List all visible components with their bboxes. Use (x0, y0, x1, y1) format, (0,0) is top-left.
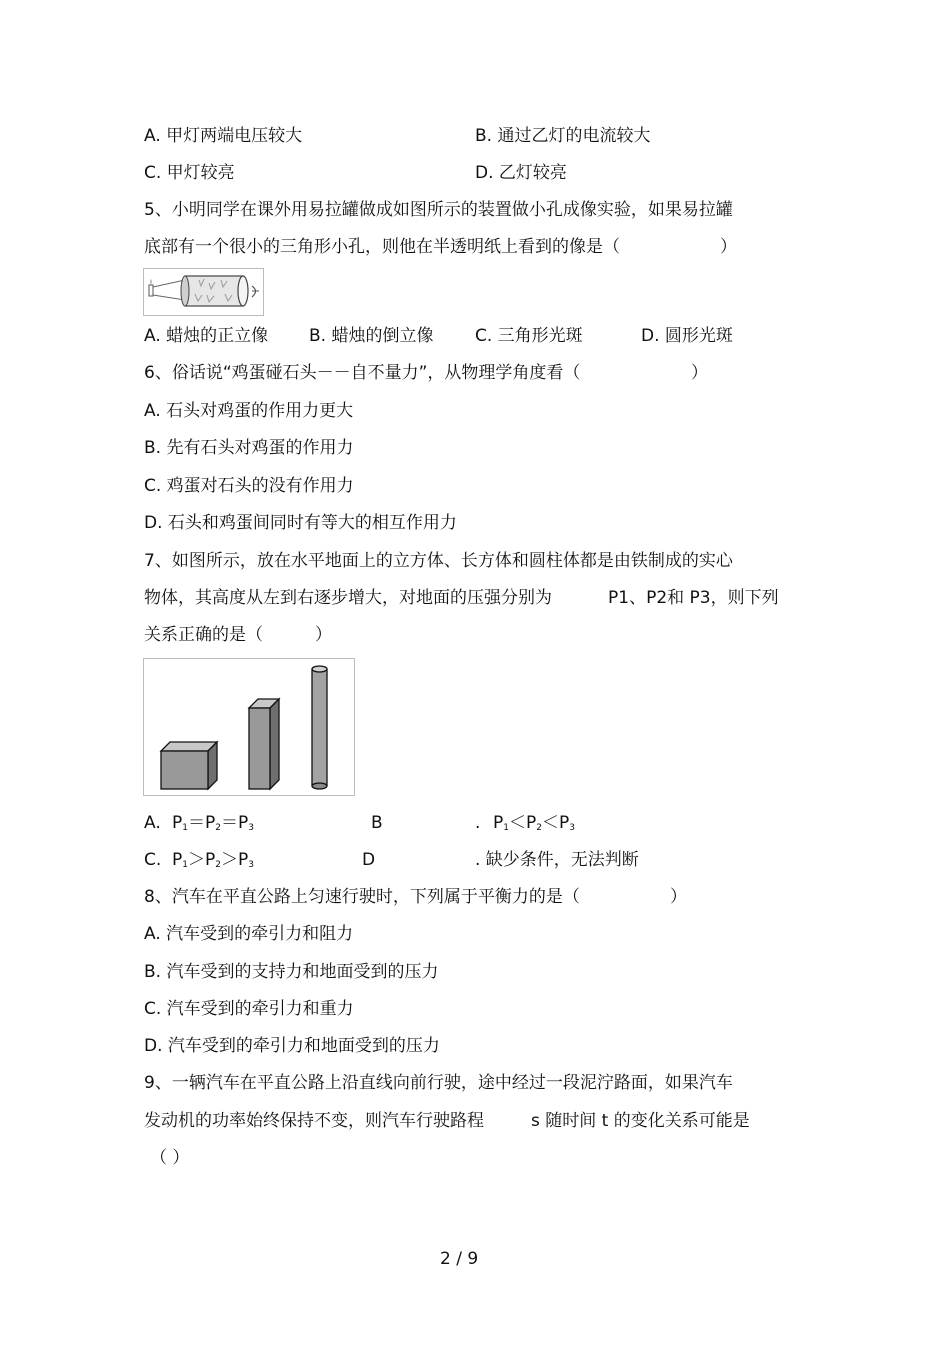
q9-stem-line3: （ ） (150, 1148, 190, 1168)
q7-option-b-dot: . (475, 813, 481, 833)
q6-option-c: C. 鸡蛋对石头的没有作用力 (144, 476, 354, 496)
q7-option-b-expr: $P_1<P_2<P_3$ (493, 813, 575, 833)
q9-stem-line1: 9、一辆汽车在平直公路上沿直线向前行驶，途中经过一段泥泞路面，如果汽车 (144, 1073, 733, 1093)
q6-option-b: B. 先有石头对鸡蛋的作用力 (144, 438, 354, 458)
q5-stem-line1: 5、小明同学在课外用易拉罐做成如图所示的装置做小孔成像实验，如果易拉罐 (144, 200, 733, 220)
q7-option-c-expr: $P_1>P_2>P_3$ (172, 850, 254, 870)
q5-option-c: C. 三角形光斑 (475, 326, 583, 346)
q7-stem-line1: 7、如图所示，放在水平地面上的立方体、长方体和圆柱体都是由铁制成的实心 (144, 551, 733, 571)
q6-option-d: D. 石头和鸡蛋间同时有等大的相互作用力 (144, 513, 457, 533)
q6-stem-paren-close: ） (691, 363, 708, 383)
q9-stem-line2a: 发动机的功率始终保持不变，则汽车行驶路程 (144, 1111, 484, 1131)
q4-option-a: A. 甲灯两端电压较大 (144, 126, 303, 146)
q8-option-b: B. 汽车受到的支持力和地面受到的压力 (144, 962, 439, 982)
q4-option-d: D. 乙灯较亮 (475, 163, 567, 183)
page-number: 2 / 9 (440, 1249, 479, 1269)
q5-option-a: A. 蜡烛的正立像 (144, 326, 269, 346)
solids-figure (143, 658, 355, 796)
q7-stem-line3: 关系正确的是（ (144, 625, 263, 645)
q7-option-b-label: B (371, 813, 383, 833)
q9-stem-line2b: s 随时间 t 的变化关系可能是 (531, 1111, 750, 1131)
q8-option-a: A. 汽车受到的牵引力和阻力 (144, 924, 354, 944)
q7-option-a-label: A. (144, 813, 161, 833)
q6-stem: 6、俗话说“鸡蛋碰石头－－自不量力”，从物理学角度看（ (144, 363, 581, 383)
q7-stem-paren-close: ） (315, 625, 332, 645)
q7-stem-line2b: P1、P2和 P3，则下列 (608, 588, 779, 608)
q5-stem-line2: 底部有一个很小的三角形小孔，则他在半透明纸上看到的像是（ (144, 237, 620, 257)
q4-option-c: C. 甲灯较亮 (144, 163, 235, 183)
q8-stem: 8、汽车在平直公路上匀速行驶时，下列属于平衡力的是（ (144, 887, 580, 907)
q7-option-c-label: C. (144, 850, 162, 870)
q5-option-b: B. 蜡烛的倒立像 (309, 326, 434, 346)
q4-option-b: B. 通过乙灯的电流较大 (475, 126, 651, 146)
q6-option-a: A. 石头对鸡蛋的作用力更大 (144, 401, 354, 421)
q8-option-d: D. 汽车受到的牵引力和地面受到的压力 (144, 1036, 440, 1056)
q5-stem-paren-close: ） (720, 237, 737, 257)
q5-option-d: D. 圆形光斑 (641, 326, 733, 346)
q7-stem-line2a: 物体，其高度从左到右逐步增大，对地面的压强分别为 (144, 588, 552, 608)
q8-stem-paren-close: ） (670, 887, 687, 907)
q7-option-a-expr: $P_1=P_2=P_3$ (172, 813, 254, 833)
q7-option-d-text: . 缺少条件，无法判断 (475, 850, 639, 870)
q8-option-c: C. 汽车受到的牵引力和重力 (144, 999, 354, 1019)
pinhole-camera-figure (143, 268, 264, 316)
q7-option-d-label: D (362, 850, 376, 870)
